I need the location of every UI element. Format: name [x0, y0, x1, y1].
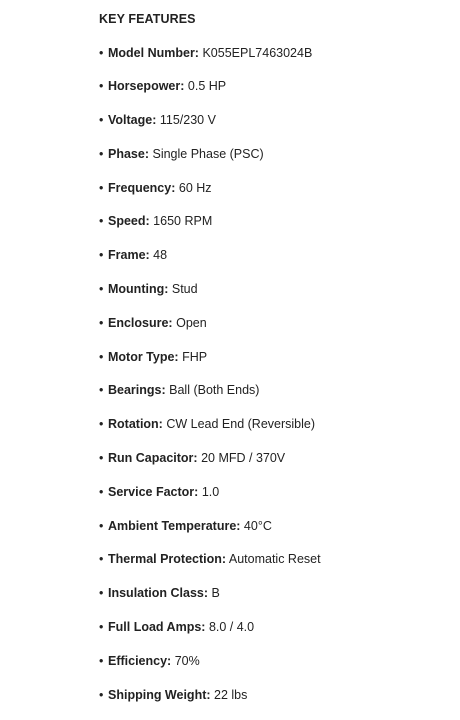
feature-value: 48	[153, 248, 168, 263]
feature-value: Open	[176, 315, 207, 330]
feature-item	[99, 180, 460, 214]
bullet-icon: •	[99, 315, 104, 330]
feature-item	[99, 551, 460, 585]
bullet-icon: •	[99, 113, 104, 128]
feature-label: Shipping Weight:	[108, 687, 211, 702]
feature-label: Rotation:	[108, 417, 163, 432]
bullet-icon: •	[99, 518, 104, 533]
feature-label: Efficiency:	[108, 653, 172, 668]
bullet-icon: •	[99, 417, 104, 432]
bullet-icon: •	[99, 653, 104, 668]
feature-item	[99, 247, 460, 281]
feature-item	[99, 484, 460, 518]
feature-item	[99, 518, 460, 552]
feature-value: 20 MFD / 370V	[201, 451, 286, 466]
feature-item	[99, 213, 460, 247]
feature-label: Motor Type:	[108, 349, 179, 364]
feature-value: 60 Hz	[178, 180, 212, 195]
feature-item	[99, 653, 460, 687]
section-heading: KEY FEATURES	[99, 12, 196, 26]
bullet-icon: •	[99, 484, 104, 499]
feature-value: 1.0	[201, 484, 220, 499]
feature-label: Ambient Temperature:	[108, 518, 241, 533]
feature-value: CW Lead End (Reversible)	[166, 417, 316, 432]
feature-value: K055EPL7463024B	[202, 45, 313, 60]
feature-value: 8.0 / 4.0	[208, 620, 255, 635]
bullet-icon: •	[99, 79, 104, 94]
bullet-icon: •	[99, 586, 104, 601]
bullet-icon: •	[99, 349, 104, 364]
feature-label: Horsepower:	[108, 79, 185, 94]
bullet-icon: •	[99, 687, 104, 702]
feature-label: Bearings:	[108, 383, 166, 398]
feature-value: 115/230 V	[159, 113, 216, 128]
feature-item	[99, 450, 460, 484]
feature-label: Enclosure:	[108, 315, 173, 330]
feature-item	[99, 382, 460, 416]
feature-label: Model Number:	[108, 45, 199, 60]
feature-item	[99, 78, 460, 112]
feature-label: Voltage:	[108, 113, 157, 128]
feature-label: Frame:	[108, 248, 150, 263]
feature-value: 1650 RPM	[153, 214, 213, 229]
bullet-icon: •	[99, 383, 104, 398]
feature-value: FHP	[182, 349, 208, 364]
feature-value: 70%	[174, 653, 200, 668]
bullet-icon: •	[99, 620, 104, 635]
feature-label: Mounting:	[108, 282, 169, 297]
feature-value: Stud	[171, 282, 198, 297]
feature-item	[99, 45, 460, 79]
feature-item	[99, 315, 460, 349]
bullet-icon: •	[99, 552, 104, 567]
feature-value: B	[211, 586, 220, 601]
feature-value: 0.5 HP	[187, 79, 227, 94]
feature-label: Thermal Protection:	[108, 552, 227, 567]
feature-item	[99, 146, 460, 180]
feature-item	[99, 349, 460, 383]
feature-list	[99, 27, 460, 720]
feature-value: 22 lbs	[214, 687, 248, 702]
bullet-icon: •	[99, 282, 104, 297]
feature-item	[99, 416, 460, 450]
bullet-icon: •	[99, 248, 104, 263]
feature-item	[99, 585, 460, 619]
feature-label: Run Capacitor:	[108, 451, 198, 466]
feature-label: Full Load Amps:	[108, 620, 206, 635]
feature-item	[99, 619, 460, 653]
bullet-icon: •	[99, 180, 104, 195]
feature-value: Automatic Reset	[228, 552, 321, 567]
bullet-icon: •	[99, 214, 104, 229]
feature-label: Insulation Class:	[108, 586, 209, 601]
bullet-icon: •	[99, 451, 104, 466]
feature-value: 40°C	[243, 518, 272, 533]
bullet-icon: •	[99, 146, 104, 161]
feature-label: Speed:	[108, 214, 150, 229]
feature-value: Ball (Both Ends)	[169, 383, 260, 398]
feature-item	[99, 112, 460, 146]
feature-item	[99, 281, 460, 315]
bullet-icon: •	[99, 45, 104, 60]
feature-label: Phase:	[108, 146, 149, 161]
feature-value: Single Phase (PSC)	[152, 146, 264, 161]
feature-label: Service Factor:	[108, 484, 199, 499]
feature-label: Frequency:	[108, 180, 176, 195]
